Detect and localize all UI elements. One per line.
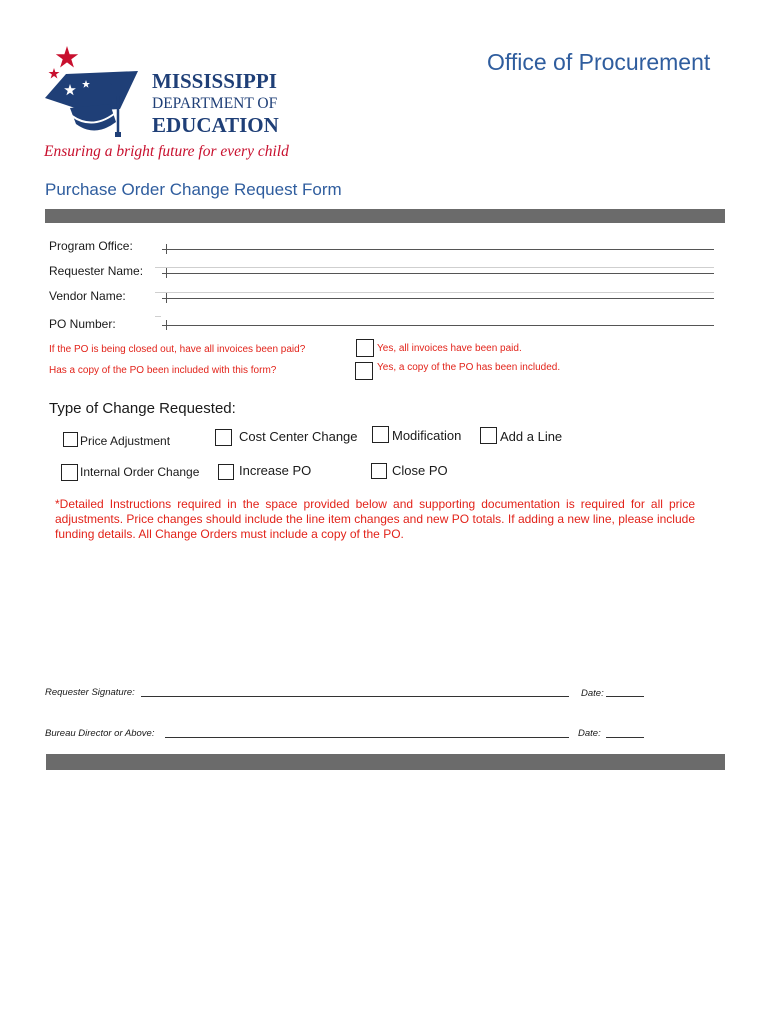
close-po-label: Close PO (392, 463, 448, 478)
requester-name-label: Requester Name: (49, 264, 144, 278)
logo-tagline: Ensuring a bright future for every child (44, 143, 289, 160)
graduation-cap-icon (45, 71, 138, 137)
requester-signature-field[interactable] (141, 696, 569, 697)
cost-center-change-label: Cost Center Change (239, 429, 358, 444)
po-copy-checkbox[interactable] (355, 362, 373, 380)
requester-signature-label: Requester Signature: (45, 687, 135, 698)
po-copy-answer: Yes, a copy of the PO has been included. (377, 362, 561, 373)
director-signature-field[interactable] (165, 737, 569, 738)
price-adjustment-label: Price Adjustment (80, 434, 171, 448)
office-title: Office of Procurement (487, 49, 711, 75)
invoices-paid-answer: Yes, all invoices have been paid. (377, 343, 522, 354)
mde-logo (40, 44, 290, 164)
requester-name-field[interactable] (168, 273, 714, 274)
logo-line-2: DEPARTMENT OF (152, 95, 278, 112)
invoices-question: If the PO is being closed out, have all invoices been paid? (49, 344, 306, 355)
price-adjustment-checkbox[interactable] (63, 432, 78, 447)
star-icon (49, 46, 79, 79)
po-number-upper-rule (155, 316, 161, 317)
instructions-text: *Detailed Instructions required in the space provided below and supporting documentation is required for all price adjustments. Price changes should include the line item changes and new PO totals. If adding a new line, please include funding details. All Change Orders must include a copy of the PO. (55, 497, 695, 541)
logo-line-1: MISSISSIPPI (152, 69, 277, 93)
requester-date-field[interactable] (606, 696, 644, 697)
invoices-paid-checkbox[interactable] (356, 339, 374, 357)
program-office-field[interactable] (168, 249, 714, 250)
change-type-heading: Type of Change Requested: (49, 400, 236, 417)
modification-checkbox[interactable] (372, 426, 389, 443)
add-a-line-label: Add a Line (500, 429, 563, 444)
director-date-label: Date: (578, 728, 601, 739)
requester-name-upper-rule (155, 267, 714, 268)
modification-label: Modification (392, 428, 462, 443)
logo-line-3: EDUCATION (152, 113, 279, 137)
po-number-field[interactable] (168, 325, 714, 326)
vendor-name-upper-rule (155, 292, 714, 293)
add-a-line-checkbox[interactable] (480, 427, 497, 444)
po-number-label: PO Number: (49, 317, 116, 331)
director-signature-label: Bureau Director or Above: (45, 728, 155, 739)
internal-order-change-checkbox[interactable] (61, 464, 78, 481)
internal-order-change-label: Internal Order Change (80, 465, 200, 479)
increase-po-checkbox[interactable] (218, 464, 234, 480)
footer-divider-bar (46, 754, 725, 770)
requester-date-label: Date: (581, 688, 604, 699)
form-title: Purchase Order Change Request Form (45, 180, 342, 199)
close-po-checkbox[interactable] (371, 463, 387, 479)
vendor-name-field[interactable] (168, 298, 714, 299)
cost-center-change-checkbox[interactable] (215, 429, 232, 446)
director-date-field[interactable] (606, 737, 644, 738)
vendor-name-label: Vendor Name: (49, 289, 126, 303)
po-copy-question: Has a copy of the PO been included with this form? (49, 365, 277, 376)
program-office-label: Program Office: (49, 239, 133, 253)
header-divider-bar (45, 209, 725, 223)
increase-po-label: Increase PO (239, 463, 312, 478)
